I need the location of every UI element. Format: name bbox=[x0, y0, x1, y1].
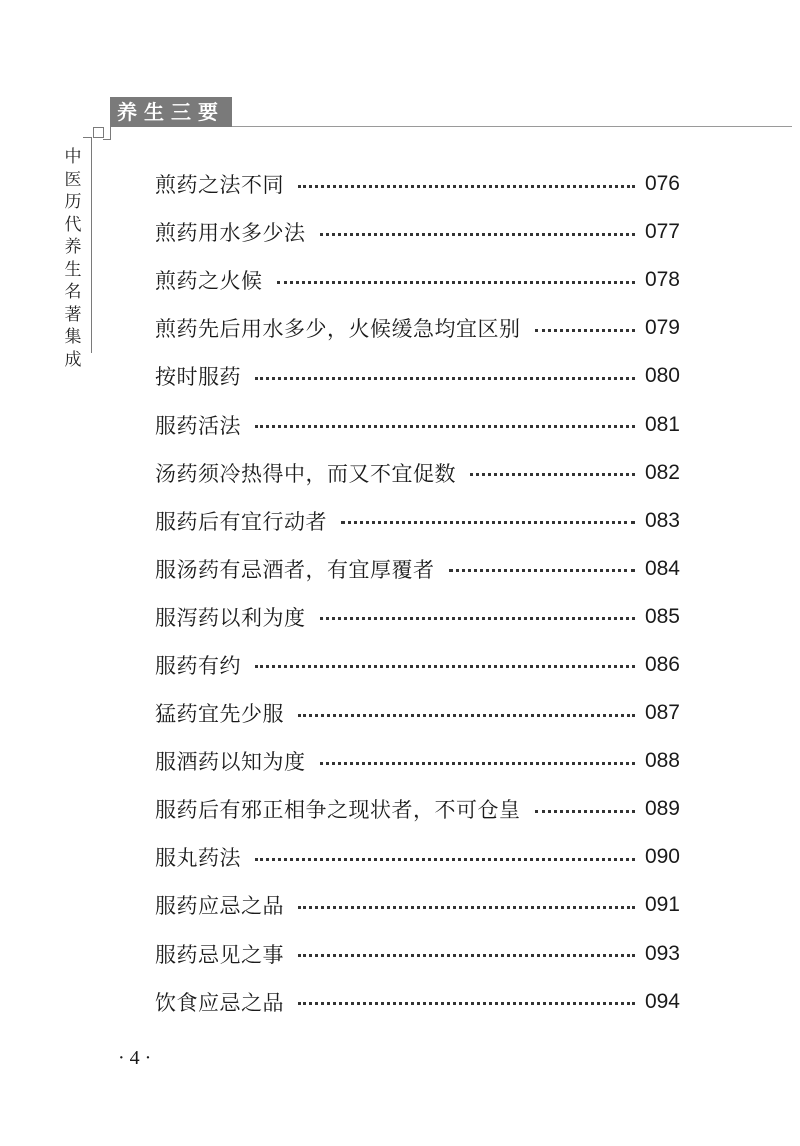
toc-entry[interactable] bbox=[155, 545, 680, 593]
toc-entry-title: 服酒药以知为度 bbox=[155, 750, 306, 775]
toc-entry[interactable] bbox=[155, 352, 680, 400]
series-title-char: 医 bbox=[64, 169, 82, 190]
toc-entry-title: 按时服药 bbox=[155, 365, 241, 390]
decorative-line bbox=[103, 139, 111, 140]
toc-entry[interactable] bbox=[155, 930, 680, 978]
toc-leader-dots bbox=[298, 185, 635, 188]
series-title-char: 名 bbox=[64, 282, 82, 302]
toc-entry[interactable] bbox=[155, 641, 680, 689]
toc-entry[interactable] bbox=[155, 978, 680, 1026]
toc-leader-dots bbox=[470, 473, 635, 476]
toc-entry[interactable] bbox=[155, 497, 680, 545]
toc-entry-title: 汤药须冷热得中，而又不宜促数 bbox=[155, 461, 456, 486]
toc-entry-page: 091 bbox=[644, 893, 680, 917]
toc-entry-page: 081 bbox=[644, 412, 680, 436]
toc-entry-title: 服丸药法 bbox=[155, 846, 241, 871]
series-title-char: 中 bbox=[64, 147, 82, 167]
series-title-char: 代 bbox=[64, 214, 82, 235]
toc-leader-dots bbox=[255, 665, 635, 668]
toc-entry-title: 服药有约 bbox=[155, 653, 241, 678]
toc-leader-dots bbox=[341, 521, 635, 524]
toc-leader-dots bbox=[298, 1002, 635, 1005]
toc-entry-page: 078 bbox=[644, 268, 680, 292]
toc-entry-page: 090 bbox=[644, 845, 680, 869]
toc-entry[interactable] bbox=[155, 737, 680, 785]
toc-leader-dots bbox=[255, 377, 635, 380]
toc-entry-page: 088 bbox=[644, 749, 680, 773]
decorative-line bbox=[110, 127, 111, 139]
series-title-char: 生 bbox=[64, 259, 82, 280]
toc-entry-page: 079 bbox=[644, 316, 680, 340]
toc-entry-page: 094 bbox=[644, 989, 680, 1013]
decorative-line bbox=[91, 137, 92, 353]
toc-entry[interactable] bbox=[155, 160, 680, 208]
toc-entry-page: 087 bbox=[644, 701, 680, 725]
toc-leader-dots bbox=[320, 617, 635, 620]
toc-entry-page: 082 bbox=[644, 460, 680, 484]
series-title-char: 集 bbox=[64, 327, 82, 347]
toc-entry[interactable] bbox=[155, 449, 680, 497]
toc-entry-title: 服药后有宜行动者 bbox=[155, 509, 327, 534]
section-header-tab: 养生三要 bbox=[110, 97, 232, 127]
toc-entry[interactable] bbox=[155, 689, 680, 737]
header-rule bbox=[232, 126, 792, 127]
toc-entry-page: 076 bbox=[644, 172, 680, 196]
series-title-char: 养 bbox=[64, 237, 82, 257]
toc-leader-dots bbox=[277, 281, 635, 284]
toc-entry-page: 085 bbox=[644, 604, 680, 628]
toc-entry[interactable] bbox=[155, 208, 680, 256]
toc-entry-title: 服药后有邪正相争之现状者，不可仓皇 bbox=[155, 798, 521, 823]
toc-leader-dots bbox=[535, 329, 635, 332]
toc-leader-dots bbox=[298, 714, 635, 717]
toc-entry-page: 086 bbox=[644, 652, 680, 676]
toc-entry[interactable] bbox=[155, 593, 680, 641]
toc-entry-page: 080 bbox=[644, 364, 680, 388]
toc-leader-dots bbox=[320, 762, 635, 765]
toc-entry-title: 煎药用水多少法 bbox=[155, 221, 306, 246]
toc-entry-page: 089 bbox=[644, 797, 680, 821]
toc-entry[interactable] bbox=[155, 304, 680, 352]
toc-entry-title: 服药忌见之事 bbox=[155, 942, 284, 967]
toc-leader-dots bbox=[320, 233, 635, 236]
series-title-char: 成 bbox=[64, 349, 82, 370]
toc-entry-title: 猛药宜先少服 bbox=[155, 702, 284, 727]
toc-entry[interactable] bbox=[155, 400, 680, 448]
toc-entry[interactable] bbox=[155, 785, 680, 833]
toc-leader-dots bbox=[298, 906, 635, 909]
toc-entry[interactable] bbox=[155, 256, 680, 304]
toc-leader-dots bbox=[298, 954, 635, 957]
decorative-line bbox=[83, 137, 92, 138]
decorative-box bbox=[93, 127, 104, 138]
toc-entry-title: 服药活法 bbox=[155, 413, 241, 438]
toc-entry-title: 服药应忌之品 bbox=[155, 894, 284, 919]
toc-entry-title: 煎药之法不同 bbox=[155, 173, 284, 198]
toc-entry-page: 083 bbox=[644, 508, 680, 532]
table-of-contents bbox=[155, 160, 680, 1026]
series-title-char: 历 bbox=[64, 192, 82, 212]
toc-entry-title: 服汤药有忌酒者，有宜厚覆者 bbox=[155, 557, 435, 582]
toc-entry-title: 饮食应忌之品 bbox=[155, 990, 284, 1015]
series-title-char: 著 bbox=[64, 304, 82, 325]
toc-leader-dots bbox=[255, 858, 635, 861]
toc-entry-title: 煎药先后用水多少，火候缓急均宜区别 bbox=[155, 317, 521, 342]
toc-entry-title: 服泻药以利为度 bbox=[155, 605, 306, 630]
toc-entry-title: 煎药之火候 bbox=[155, 269, 263, 294]
toc-leader-dots bbox=[255, 425, 635, 428]
toc-entry[interactable] bbox=[155, 833, 680, 881]
toc-entry-page: 093 bbox=[644, 941, 680, 965]
toc-entry-page: 084 bbox=[644, 556, 680, 580]
toc-entry-page: 077 bbox=[644, 220, 680, 244]
page-number: · 4 · bbox=[118, 1047, 152, 1069]
series-title-vertical bbox=[60, 146, 86, 371]
toc-leader-dots bbox=[535, 810, 635, 813]
toc-entry[interactable] bbox=[155, 881, 680, 929]
toc-leader-dots bbox=[449, 569, 635, 572]
